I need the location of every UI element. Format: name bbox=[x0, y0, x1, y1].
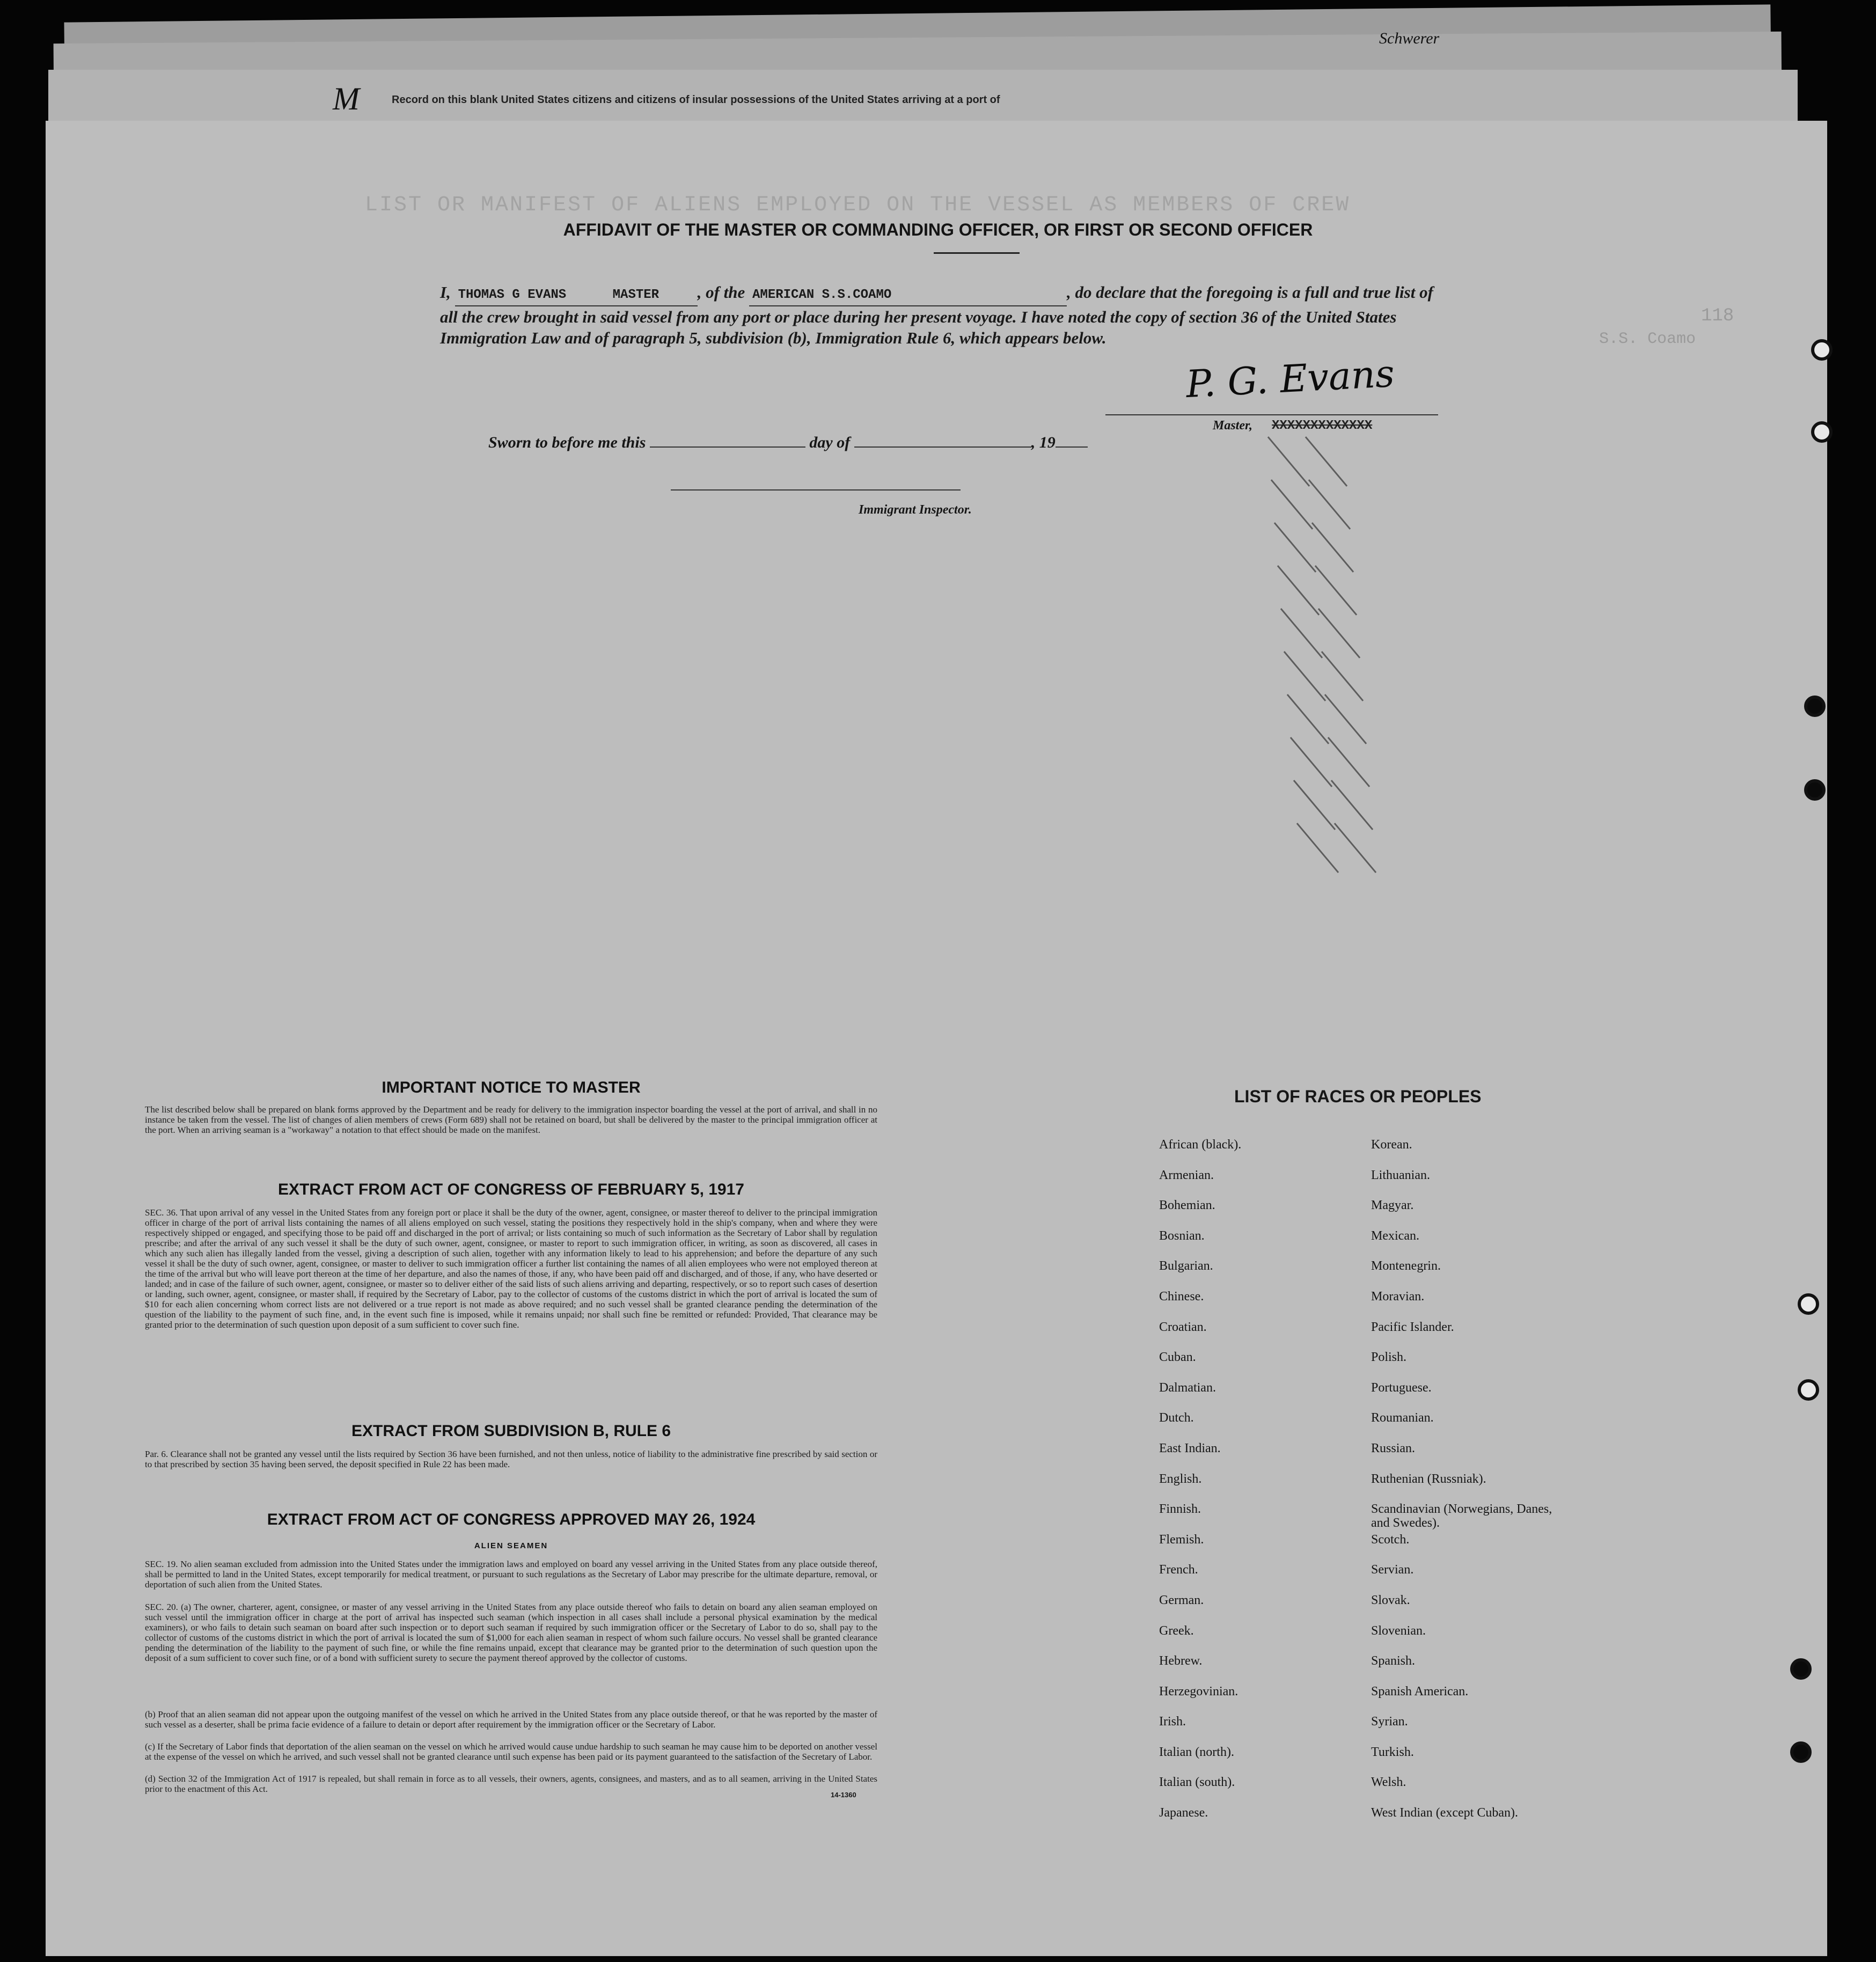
race-item: Cuban. bbox=[1159, 1350, 1196, 1365]
punch-hole bbox=[1804, 696, 1826, 717]
race-item: Mexican. bbox=[1371, 1228, 1419, 1243]
declare-label: , do declare bbox=[1067, 283, 1146, 302]
race-item: Roumanian. bbox=[1371, 1411, 1434, 1425]
sec19-text: SEC. 19. No alien seaman excluded from admission into the United States under the immigration laws and employed on board any vessel arriving in the United States from any place outside thereof, shall be permitted to land in the United States, except temporarily for medical treatment, or pursuant to such regulations as the Secretary of Labor may prescribe for the ultimate departure, removal, or deportation of such alien from the United States. bbox=[145, 1559, 877, 1590]
punch-hole bbox=[1790, 1741, 1812, 1763]
alien-seamen-subtitle: ALIEN SEAMEN bbox=[474, 1541, 548, 1550]
race-item: Hebrew. bbox=[1159, 1654, 1203, 1668]
inspector-label: Immigrant Inspector. bbox=[859, 503, 972, 517]
affidavit-title: AFFIDAVIT OF THE MASTER OR COMMANDING OFFICER, OR FIRST OR SECOND OFFICER bbox=[563, 220, 1313, 239]
race-item: Dalmatian. bbox=[1159, 1380, 1216, 1395]
corner-mark: M bbox=[333, 81, 360, 116]
sec20c-text: (c) If the Secretary of Labor finds that deportation of the alien seaman on the vessel on which he arrived would cause undue hardship to such seaman he may cause him to be deported on another vessel at the expense of the vessel on which he arrived, and such vessel shall not be granted clearance until such expense has been paid or its payment guaranteed to the satisfaction of the Secretary of Labor. bbox=[145, 1741, 877, 1762]
extract-1924-title: EXTRACT FROM ACT OF CONGRESS APPROVED MAY 26, 1924 bbox=[267, 1511, 756, 1528]
races-title: LIST OF RACES OR PEOPLES bbox=[1234, 1087, 1482, 1106]
race-item: Dutch. bbox=[1159, 1411, 1194, 1425]
race-item: Russian. bbox=[1371, 1441, 1416, 1455]
affidavit-statement: that the foregoing is a full and true list of all the crew brought in said vessel from any port or place during her present voyage. I have noted the copy of section 36 of the United States Immigration Law and of paragraph 5, subdivision (b), Immigration Rule 6, which appears below. bbox=[440, 283, 1433, 347]
struck-out-title: XXXXXXXXXXXXX bbox=[1272, 419, 1373, 433]
race-item: Italian (south). bbox=[1159, 1775, 1235, 1790]
race-item: Greek. bbox=[1159, 1623, 1194, 1638]
race-item: Magyar. bbox=[1371, 1198, 1414, 1213]
race-item: Welsh. bbox=[1371, 1775, 1406, 1790]
race-item: Bohemian. bbox=[1159, 1198, 1215, 1213]
sworn-month-blank bbox=[854, 446, 1031, 448]
races-left-column bbox=[1159, 1138, 1352, 1836]
inspector-signature-line bbox=[671, 489, 961, 490]
punch-hole bbox=[1804, 779, 1826, 801]
race-item: Scotch. bbox=[1371, 1532, 1410, 1547]
form-number: 14-1360 bbox=[831, 1791, 856, 1799]
race-item: Montenegrin. bbox=[1371, 1259, 1441, 1273]
race-item: Polish. bbox=[1371, 1350, 1407, 1365]
race-item: Turkish. bbox=[1371, 1745, 1414, 1759]
races-right-column bbox=[1371, 1138, 1564, 1836]
header-note: Record on this blank United States citizens and citizens of insular possessions of the United States arriving at a port of bbox=[392, 94, 1000, 106]
race-item: Slovenian. bbox=[1371, 1623, 1426, 1638]
race-item: West Indian (except Cuban). bbox=[1371, 1806, 1518, 1820]
master-signature: P. G. Evans bbox=[1185, 351, 1396, 407]
notice-title: IMPORTANT NOTICE TO MASTER bbox=[382, 1079, 641, 1096]
master-name-value: THOMAS G EVANS bbox=[458, 288, 567, 302]
extract-1917-title: EXTRACT FROM ACT OF CONGRESS OF FEBRUARY 5, 1917 bbox=[278, 1181, 744, 1198]
sworn-line bbox=[488, 434, 1088, 452]
punch-hole bbox=[1790, 1658, 1812, 1680]
race-item: East Indian. bbox=[1159, 1441, 1221, 1455]
race-item: Italian (north). bbox=[1159, 1745, 1234, 1759]
race-item: French. bbox=[1159, 1563, 1198, 1577]
race-item: Pacific Islander. bbox=[1371, 1320, 1454, 1334]
punch-hole bbox=[1798, 1379, 1819, 1401]
race-item: Moravian. bbox=[1371, 1289, 1425, 1304]
master-name bbox=[455, 284, 698, 306]
extract-1917-text: SEC. 36. That upon arrival of any vessel in the United States from any foreign port or place it shall be the duty of the owner, agent, consignee, or master thereof to deliver to the principal immigration officer in charge of the port of arrival lists containing the names of all aliens employed on such vessel, stating the positions they respectively hold in the ship's company, when and where they were respectively shipped or engaged, and specifying those to be paid off and discharged in the port of arrival; or lists containing so much of such information as the Secretary of Labor shall by regulation prescribe; and after the arrival of any such vessel it shall be the duty of such owner, agent, consignee, or master to report to such immigration officer, in writing, as soon as discovered, all cases in which any such alien has illegally landed from the vessel, giving a description of such alien, together with any information likely to lead to his apprehension; and before the departure of any such vessel it shall be the duty of such owner, agent, consignee, or master to deliver to such immigration officer a further list containing the names of all alien employees who were not employed thereon at the time of the arrival but who will leave port thereon at the time of her departure, and also the names of those, if any, who have been paid off and discharged, and of those, if any, who have deserted or landed; and in case of the failure of such owner, agent, consignee, or master so to deliver either of the said lists of such aliens arriving and departing, respectively, or so to report such cases of desertion or landing, such owner, agent, consignee, or master shall, if required by the Secretary of Labor, pay to the collector of customs of the customs district in which the port of arrival is located the sum of $10 for each alien concerning whom correct lists are not delivered or a true report is not made as above required; and no such vessel shall be granted clearance pending the determination of the question of the liability to the payment of such fine, and, in the event such fine is imposed, while it remains unpaid; nor shall such fine be remitted or refunded: Provided, That clearance may be granted prior to the determination of such question upon deposit of a sum sufficient to cover such fine. bbox=[145, 1207, 877, 1330]
race-item: Bulgarian. bbox=[1159, 1259, 1213, 1273]
bleed-through-vessel: S.S. Coamo bbox=[1599, 330, 1696, 348]
sec20b-text: (b) Proof that an alien seaman did not appear upon the outgoing manifest of the vessel on which he arrived in the United States from any place outside thereof, or that he was reported by the master of such vessel as a deserter, shall be prima facie evidence of a failure to detain or deport after requirement by the immigration officer or the Secretary of Labor. bbox=[145, 1709, 877, 1730]
race-item: Servian. bbox=[1371, 1563, 1414, 1577]
affidavit-i: I, bbox=[440, 283, 451, 302]
punch-hole bbox=[1798, 1293, 1819, 1315]
race-item: Croatian. bbox=[1159, 1320, 1207, 1334]
sec20d-text: (d) Section 32 of the Immigration Act of 1917 is repealed, but shall remain in force as to all vessels, their owners, agents, consignees, and masters, and as to all seamen, arriving in the United States prior to the enactment of this Act. bbox=[145, 1774, 877, 1794]
signature-line bbox=[1105, 414, 1438, 415]
race-item: Scandinavian (Norwegians, Danes, and Swedes). bbox=[1371, 1502, 1552, 1531]
vessel-name: AMERICAN S.S.COAMO bbox=[749, 284, 1067, 306]
sec20a-text: SEC. 20. (a) The owner, charterer, agent, consignee, or master of any vessel arriving in the United States from any place outside thereof who fails to detain on board any alien seaman employed on such vessel until the immigration officer in charge at the port of arrival has inspected such seaman (which inspection in all cases shall include a personal physical examination by the medical examiners), or who fails to detain such seaman on board after such inspection or to deport such seaman if required by such immigration officer or the Secretary of Labor to do so, shall pay to the collector of customs of the customs district in which the port of arrival is located the sum of $1,000 for each alien seaman in respect of whom such failure occurs. No vessel shall be granted clearance pending the determination of the liability to the payment of such fine, or while the fine remains unpaid, except that clearance may be granted prior to the determination of such question upon the deposit of a sum sufficient to cover such fine, or of a bond with sufficient surety to secure the payment thereof approved by the collector of customs. bbox=[145, 1602, 877, 1663]
sworn-day-blank bbox=[650, 446, 805, 448]
race-item: Syrian. bbox=[1371, 1715, 1408, 1729]
affidavit-body bbox=[440, 282, 1449, 348]
race-item: Armenian. bbox=[1159, 1168, 1214, 1182]
race-item: Korean. bbox=[1371, 1138, 1412, 1152]
race-item: Slovak. bbox=[1371, 1593, 1410, 1607]
race-item: English. bbox=[1159, 1472, 1202, 1486]
master-label: Master, bbox=[1213, 419, 1253, 433]
race-item: Herzegovinian. bbox=[1159, 1684, 1239, 1699]
bleed-through-title: LIST OR MANIFEST OF ALIENS EMPLOYED ON THE VESSEL AS MEMBERS OF CREW bbox=[365, 193, 1351, 217]
race-item: Finnish. bbox=[1159, 1502, 1201, 1517]
master-rank-value: MASTER bbox=[612, 288, 659, 302]
race-item: Ruthenian (Russniak). bbox=[1371, 1472, 1486, 1486]
race-item: Irish. bbox=[1159, 1715, 1186, 1729]
extract-rule6-text: Par. 6. Clearance shall not be granted any vessel until the lists required by Section 36 have been furnished, and not then unless, notice of liability to the administrative fine prescribed by said section or to that prescribed by section 35 having been served, the deposit specified in Rule 22 has been made. bbox=[145, 1449, 877, 1469]
sworn-label: Sworn to before me this bbox=[488, 434, 646, 451]
race-item: Spanish American. bbox=[1371, 1684, 1469, 1699]
extract-rule6-title: EXTRACT FROM SUBDIVISION B, RULE 6 bbox=[351, 1422, 671, 1440]
race-item: African (black). bbox=[1159, 1138, 1242, 1152]
race-item: Lithuanian. bbox=[1371, 1168, 1430, 1182]
race-item: Spanish. bbox=[1371, 1654, 1416, 1668]
race-item: Flemish. bbox=[1159, 1532, 1204, 1547]
race-item: Bosnian. bbox=[1159, 1228, 1205, 1243]
punch-hole bbox=[1811, 339, 1833, 361]
day-of-label: day of bbox=[809, 434, 851, 451]
race-item: Portuguese. bbox=[1371, 1380, 1432, 1395]
race-item: German. bbox=[1159, 1593, 1204, 1607]
sworn-year-blank bbox=[1056, 446, 1088, 448]
punch-hole bbox=[1811, 421, 1833, 443]
handwritten-note: Schwerer bbox=[1379, 30, 1440, 47]
race-item: Chinese. bbox=[1159, 1289, 1204, 1304]
notice-text: The list described below shall be prepared on blank forms approved by the Department and be ready for delivery to the immigration inspector boarding the vessel at the port of arrival, and shall in no instance be taken from the vessel. The list of changes of alien members of crews (Form 689) shall not be retained on board, but shall be delivered by the master to the principal immigration officer at the port. When an arriving seaman is a "workaway" a notation to that effect should be made on the manifest. bbox=[145, 1104, 877, 1135]
title-rule bbox=[934, 252, 1020, 254]
of-the-label: , of the bbox=[697, 283, 745, 302]
race-item: Japanese. bbox=[1159, 1806, 1208, 1820]
year-label: , 19 bbox=[1031, 434, 1056, 451]
bleed-through-page: 118 bbox=[1701, 306, 1734, 326]
